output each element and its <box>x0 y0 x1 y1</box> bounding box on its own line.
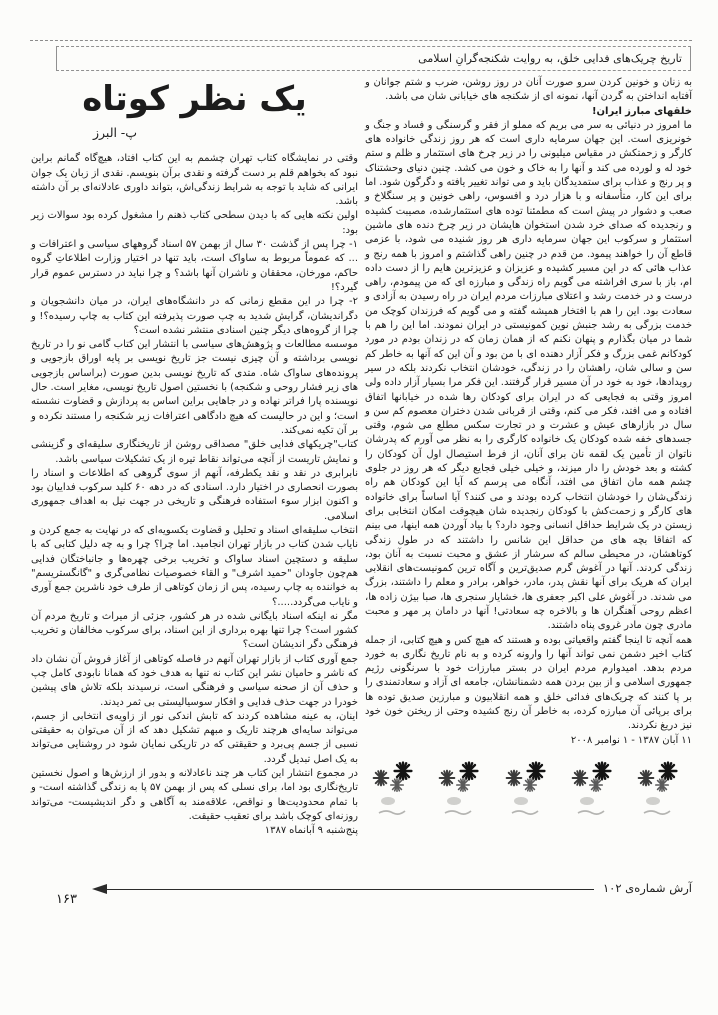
flower-bouquet-icon <box>632 758 684 818</box>
journal-issue-label: آرش شماره‌ی ۱۰۲ <box>603 881 692 895</box>
paragraph: جمع آوری کتاب از بازار تهران آنهم در فاصله کوتاهی از آغاز فروش آن نشان داد که ناشر و حامیان نشر این کتاب نه تنها به هدف خود که همانا نابودی کامل چپ و حذف آن از صحنه سیاسی و فرهنگی است، نرسیدند بلکه تلاش های پیشین خودرا در جهت حذف فدایی و افکار سوسیالیستی بی ثمر دیدند. <box>31 653 358 708</box>
flower-bouquet-icon <box>500 758 552 818</box>
flower-bouquet-icon <box>566 758 618 818</box>
paragraph: نابرابری در نقد و نقد یکطرفه، آنهم از سوی گروهی که اطلاعات و اسناد را بصورت انحصاری در اختیار دارد. اسنادی که در دهه ۶۰ کلید سرکوب فداییان بود و اکنون ابزار سوء استفاده فرهنگی و تاریخی در جهت نیل به اهداف جمهوری اسلامی. <box>31 467 358 522</box>
section-heading: خلقهای مبارز ایران! <box>591 105 692 117</box>
paragraph: ۲- چرا در این مقطع زمانی که در دانشگاه‌های ایران، در میان دانشجویان و دگراندیشان، گرایش شدید به چپ صورت پذیرفته این کتاب به چاپ رسیده؟! و چرا از گروه‌های دیگر چنین اسنادی منتشر نشده است؟ <box>31 296 358 336</box>
flower-bouquet-icon <box>433 758 485 818</box>
date-line: ۱۱ آبان ۱۳۸۷ - ۱ نوامبر ۲۰۰۸ <box>570 734 692 746</box>
paragraph: مگر نه اینکه اسناد بایگانی شده در هر کشور، جزئی از میراث و تاریخ مردم آن کشور است؟ چرا تنها بهره برداری از این اسناد، برای سرکوب مخالفان و تخریب فرهنگی دگر اندیشان است؟ <box>31 610 358 651</box>
paragraph: کتاب"چریکهای فدایی خلق" مصداقی روشن از تاریخنگاری سلیقه‌ای و گزینشی و نمایش تاریست از آنچه می‌تواند نقاط تیره از یک تشکیلات سیاسی باشد. <box>31 439 358 465</box>
footer-rule <box>106 889 594 890</box>
flower-row <box>367 758 684 818</box>
article-author: پ- البرز <box>93 125 138 140</box>
running-header <box>56 46 691 71</box>
paragraph: وقتی در نمایشگاه کتاب تهران چشمم به این کتاب افتاد، هیچ‌گاه گمانم براین نبود که بخواهم قلم بر دست گرفته و نقدی برآن بنویسم. نقدی از زبان یک جوان ایرانی که شاید با توجه به شرایط زندگی‌اش، بتواند داوری عادلانه‌ای بر آن داشته باشد. <box>31 153 358 208</box>
paragraph: اولین نکته هایی که با دیدن سطحی کتاب ذهنم را مشغول کرده بود سوالات زیر بود: <box>31 210 358 236</box>
paragraph: موسسه مطالعات و پژوهش‌های سیاسی با انتشار این کتاب گامی نو را در تاریخ نویسی برداشته و آن چیزی نیست جز تاریخ نویسی بر پایه اوراق بازجویی و پرونده‌های ساواک شاه. متدی که تاریخ نویسی بدین صورت (براساس بازجویی های زیر فشار روحی و شکنجه) با نخستین اصول تاریخ نویسی، مغایر است. حال نویسنده پارا فراتر نهاده و در جاهایی براین اساس به پردازش و قضاوت نشسته است؛ و این در حالیست که هیچ دادگاهی اعترافات زیر شکنجه را مستند نکرده و بر آن تکیه نمی‌کند. <box>31 339 358 436</box>
paragraph: به زنان و خونین کردن سرو صورت آنان در روز روشن، ضرب و شتم جوانان و آفتابه انداختن به گردن آنها، نمونه ای از شکنجه های خیابانی شان می باشد. <box>365 77 692 103</box>
paragraph: همه آنچه تا اینجا گفتم واقعیاتی بوده و هستند که هیچ کس و هیچ کتابی، از جمله کتاب اخیر دشمن نمی تواند آنها را وارونه کرده و به نام تاریخ نگاری به خورد مردم بدهد. امیدوارم مردم ایران در بستر مبارزات خود با سرنگونی رژیم جمهوری اسلامی و از بین بردن همه دشمنانشان، جامعه ای آزاد و سعادتمندی را بر پا کنند که چریک‌های فدائی خلق و همه انقلابیون و مبارزین صدیق توده ها برای برپائی آن مبارزه کرده، به خاطر آن رنج کشیده وحتی از ریختن خون خود نیز دریغ نکردند. <box>365 634 692 732</box>
paragraph: ۱- چرا پس از گذشت ۳۰ سال از بهمن ۵۷ اسناد گروههای سیاسی و اعترافات و ... که عموماً مربوط به ساواک است، باید تنها در اختیار وزارت اطلاعاتِ گروه حاکم، مورخان، محققان و ناشران آنها باشد؟ و چرا نباید در دسترس عموم قرار گیرد؟! <box>31 239 359 293</box>
running-header-text: تاریخ چریک‌های فدایی خلق، به روایت شکنجه‌گرانِ اسلامی <box>418 52 682 65</box>
left-column <box>31 76 358 839</box>
date-line: پنج‌شنبه ۹ آبانماه ۱۳۸۷ <box>264 825 358 837</box>
right-column <box>365 76 692 818</box>
top-rule <box>30 40 692 41</box>
paragraph: ما امروز در دنیائی به سر می بریم که مملو از فقر و گرسنگی و فساد و جنگ و خونریزی است. این جهان سرمایه داری است که هر روز زندگی خانواده های کارگر و زحمتکش در مقیاس میلیونی را در زیر چرخ های استثمار و ظلم و ستم خود له و لورده می کند و آنها را به خاک و خون می کشد. چنین دنیای وحشتناک و پر رنج و عذاب برای ستمدیدگان باید و می تواند تغییر یافته و دگرگون شود. اما برای این کار، متأسفانه و با هزار درد و افسوس، راهی خونین و پر سنگلاخ و صعب و دشوار در پیش است که مطمئنا توده های استثمارشده، مصیبت کشیده و رنجدیده که صدای خرد شدن استخوان هایشان در زیر چرخ دنده های ماشین استثمار و سرکوب این جهان سرمایه داری هر روز شنیده می شود، با عزمی قاطع آن را خواهند پیمود. من قدم در چنین راهی گذاشتم و امروز با همه رنج و عذاب هائی که در این مسیر کشیده و عزیزان و عزیزترین هایم را از دست داده ام، باز با سری افراشته می گویم راه زندگی و مبارزه ای که من پیمودم، راهی درست و در خدمت رشد و اعتلای مبارزات مردم ایران در راه رسیدن به آزادی و سعادت بود. این را هم با افتخار همیشه گفته و می گویم که فرزندان کوچک من خدمت بزرگی به رشد جنبش نوین کمونیستی در ایران نمودند. اما این را هم با شما در میان بگذارم و پنهان نکنم که از همان زمان که در زندان بودم در مورد کودکانم غمی بزرگ و فکر آزار دهنده ای با من بود و آن این که آنها به خاطر کم سن و سالی شان، راهشان را در زندگی، خودشان انتخاب نکردند بلکه در سیر رویدادها، خود به خود در آن مسیر قرار گرفتند. این فکر مرا بسیار آزار داده ولی امروز وقتی به فجایعی که در ایران برای کودکان رها شده در خیابانها اتفاق افتاده و می افتد، فکر می کنم، وقتی از قربانی شدن دختران معصوم کم سن و سال در بازارهای عیش و عشرت و در تجارت سکس مطلع می شوم، وقتی جسدهای خفه شده کودکان یک خانواده کارگری را به نظر می آورم که پدرشان ناتوان از تأمین یک لقمه نان برای آنان، از فرط استیصال اول آن کودکان را کشته و بعد خودش را دار میزند، و خیلی خیلی فجایع دیگر که هر روز در جلوی چشم همه مان اتفاق می افتد، آنگاه می پرسم که آیا این کودکان هم راه زندگی‌شان را خودشان انتخاب کرده بودند و می کنند؟ آیا اساساً برای خانواده های کارگر و زحمت‌کش با کودکان رنجدیده شان هیچوقت امکان انتخابی برای زیستن در یک شرایط حداقل انسانی وجود دارد؟ با بیاد آوردن همه اینها، می بینم که اتفاقا بچه های من حداقل این شانس را داشتند که در طول زندگی کوتاهشان، در محیطی سالم که سرشار از عشق و محبت نسبت به آنان بود، زندگی کردند. آنها در آغوش گرم صدیق‌ترین و آگاه ترین کمونیست‌های انقلابی ایران که هریک برای آنها نقش پدر، مادر، خواهر، برادر و معلم را داشتند، بزرگ می شدند. در آغوش علی اکبر جعفری ها، خشایار سنجری ها، صبا بیژن زاده ها، اعظم روحی آهنگران ها و بالاخره چه سعادتی! آنها در دامان پر مهر و محبت مادری چون مادر غروی پناه داشتند. <box>365 119 692 632</box>
paragraph: اینان، به عینه مشاهده کردند که تابش اندکی نور از زاویه‌ی انتخابی از جسم، می‌تواند سایه‌ای هرچند تاریک و مبهم تشکیل دهد که از آن می‌توان به حقیقتی نسبی از جسم پی‌برد و حقیقتی که در تاریکی نمایان شود در روشنایی می‌تواند به یک اصل تبدیل گردد. <box>31 710 358 765</box>
paragraph: در مجموع انتشار این کتاب هر چند ناعادلانه و بدور از ارزش‌ها و اصول نخستین تاریخ‌نگاری بود اما، برای نسلی که پس از بهمن ۵۷ پا به زندگی گذاشته است- و با تمام محدودیت‌ها و نواقص، علاقه‌مند به آگاهی و دگر اندیشیست- می‌تواند روزنه‌ای کوچک باشد برای تعقیب حقیقت. <box>31 768 358 822</box>
flower-bouquet-icon <box>367 758 419 818</box>
article-title: یک نظر کوتاه <box>82 79 307 119</box>
arrow-left-icon <box>92 884 107 894</box>
page-number: ۱۶۳ <box>56 892 77 907</box>
paragraph: انتخاب سلیقه‌ای اسناد و تحلیل و قضاوت یکسویه‌ای که در نهایت به جمع کردن و نایاب شدن کتاب در بازار تهران انجامید. اما چرا؟ چرا و به چه دلیل کتابی که با سلیقه و دستچین اسناد ساواک و تخریب برخی چهره‌ها و جانباختگان فدایی هم‌چون جاودان "حمید اشرف" و القاء خصوصیات نظامی‌گری و "گانگستریسم" به خواننده به چاپ رسیده، پس از زمان کوتاهی از طرف خود ناشرین جمع آوری و نایاب می‌گردد.....؟ <box>31 525 358 608</box>
